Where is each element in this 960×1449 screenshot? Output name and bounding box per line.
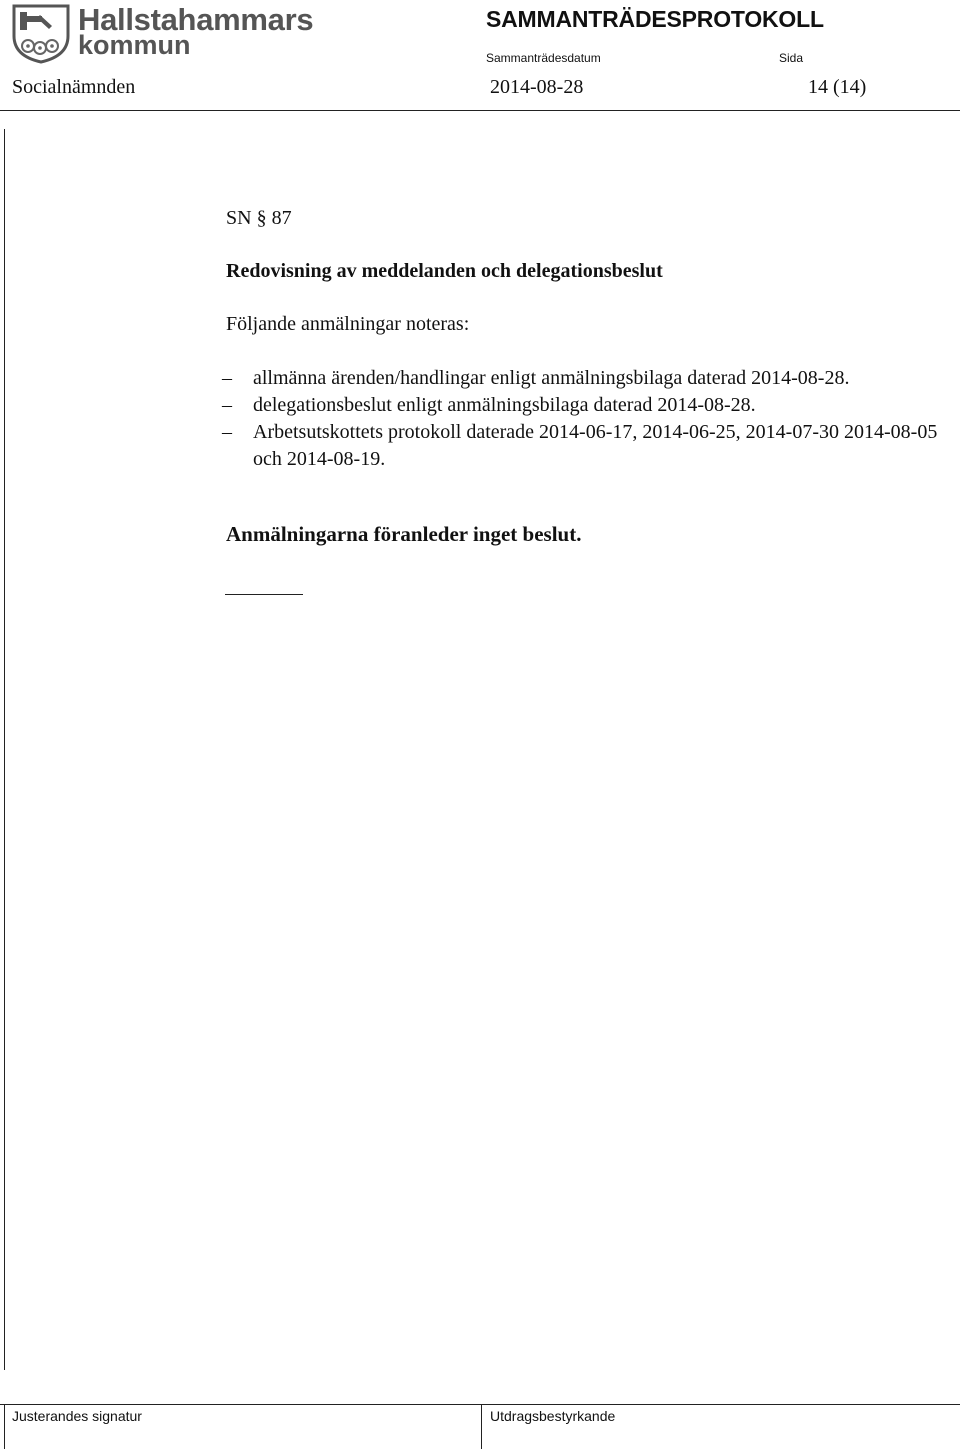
list-bullet: – [222, 394, 232, 416]
list-item-text: Arbetsutskottets protokoll daterade 2014-06-17, 2014-06-25, 2014-07-30 2014-08-05 och 2014-08-19. [253, 421, 938, 470]
footer-left-border [4, 1404, 5, 1449]
list-item [222, 419, 942, 473]
footer-divider [0, 1404, 960, 1405]
footer-middle-border [481, 1404, 482, 1449]
extract-certification-label: Utdragsbestyrkande [490, 1408, 616, 1424]
list-bullet: – [222, 367, 232, 389]
meeting-date-label: Sammanträdesdatum [486, 51, 601, 65]
logo-name-line2: kommun [78, 30, 191, 60]
end-of-section-rule [225, 594, 303, 595]
document-type: SAMMANTRÄDESPROTOKOLL [486, 6, 824, 32]
header-divider [0, 110, 960, 111]
list-item [222, 365, 942, 392]
page-number: 14 (14) [808, 76, 867, 98]
list-item-text: allmänna ärenden/handlingar enligt anmälningsbilaga daterad 2014-08-28. [253, 367, 850, 389]
decision-text: Anmälningarna föranleder inget beslut. [226, 522, 582, 546]
logo-name-line1: Hallstahammars [78, 2, 314, 37]
list-item-text: delegationsbeslut enligt anmälningsbilaga daterad 2014-08-28. [253, 394, 756, 416]
section-number: SN § 87 [226, 207, 292, 229]
list-bullet: – [222, 421, 232, 443]
meeting-date: 2014-08-28 [490, 76, 584, 98]
section-heading: Redovisning av meddelanden och delegationsbeslut [226, 260, 663, 282]
intro-text: Följande anmälningar noteras: [226, 313, 470, 335]
committee-name: Socialnämnden [12, 76, 136, 98]
notification-list [222, 365, 942, 473]
list-item [222, 392, 942, 419]
coat-of-arms-icon [10, 2, 72, 64]
page-label: Sida [779, 51, 804, 65]
signature-label: Justerandes signatur [12, 1408, 142, 1424]
margin-line [4, 129, 5, 1370]
